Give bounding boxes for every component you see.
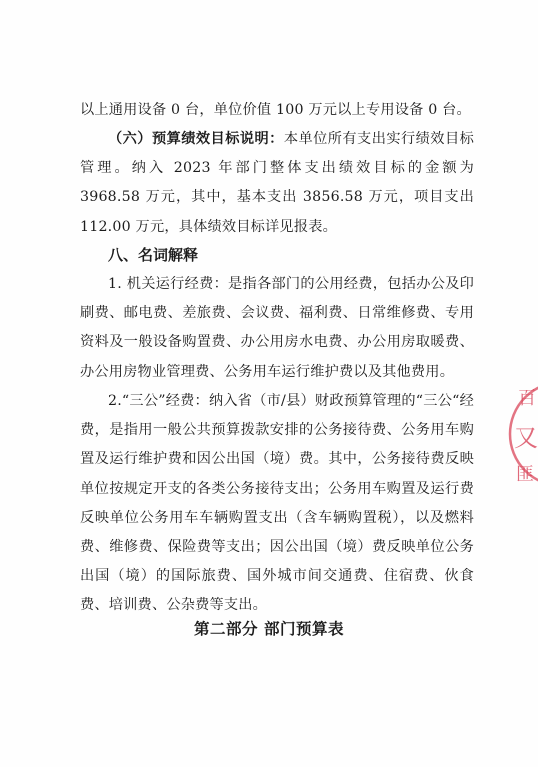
part-two-title: 第二部分 部门预算表 <box>194 619 344 638</box>
performance-goal-text: 本单位所有支出实行绩效目标管理。纳入 2023 年部门整体支出绩效目标的金额为 3968.58 万元，其中，基本支出 3856.58 万元，项目支出 112.00 万元，具体绩效目标详见报表。 <box>80 131 474 235</box>
seal-glyph-top: 百 <box>518 388 536 409</box>
red-seal-stamp <box>504 378 538 490</box>
glossary-term-1: 1. 机关运行经费：是指各部门的公用经费，包括办公及印刷费、邮电费、差旅费、会议费、福利费、日常维修费、专用资料及一般设备购置费、办公用房水电费、办公用房取暖费、办公用房物业管理费、公务用车运行维护费以及其他费用。 <box>80 276 474 380</box>
seal-glyph-middle: 又 <box>514 424 538 452</box>
official-seal-fragment <box>504 378 538 490</box>
performance-goal-paragraph <box>80 125 474 242</box>
glossary-term-2: 2.“三公”经费：纳入省（市/县）财政预算管理的“三公“经费，是指用一般公共预算拨款安排的公务接待费、公务用车购置及运行维护费和因公出国（境）费。其中，公务接待费反映单位按规定开支的各类公务接待支出；公务用车购置及运行费反映单位公务用车车辆购置支出（含车辆购置税），以及燃料费、维修费、保险费等支出；因公出国（境）费反映单位公务出国（境）的国际旅费、国外城市间交通费、住宿费、伙食费、培训费、公杂费等支出。 <box>80 393 474 614</box>
section-heading-glossary: 八、名词解释 <box>108 246 199 264</box>
equipment-summary-line: 以上通用设备 0 台，单位价值 100 万元以上专用设备 0 台。 <box>80 102 471 118</box>
seal-glyph-bottom: 匪 <box>516 464 534 485</box>
performance-goal-title: （六）预算绩效目标说明： <box>108 131 284 147</box>
